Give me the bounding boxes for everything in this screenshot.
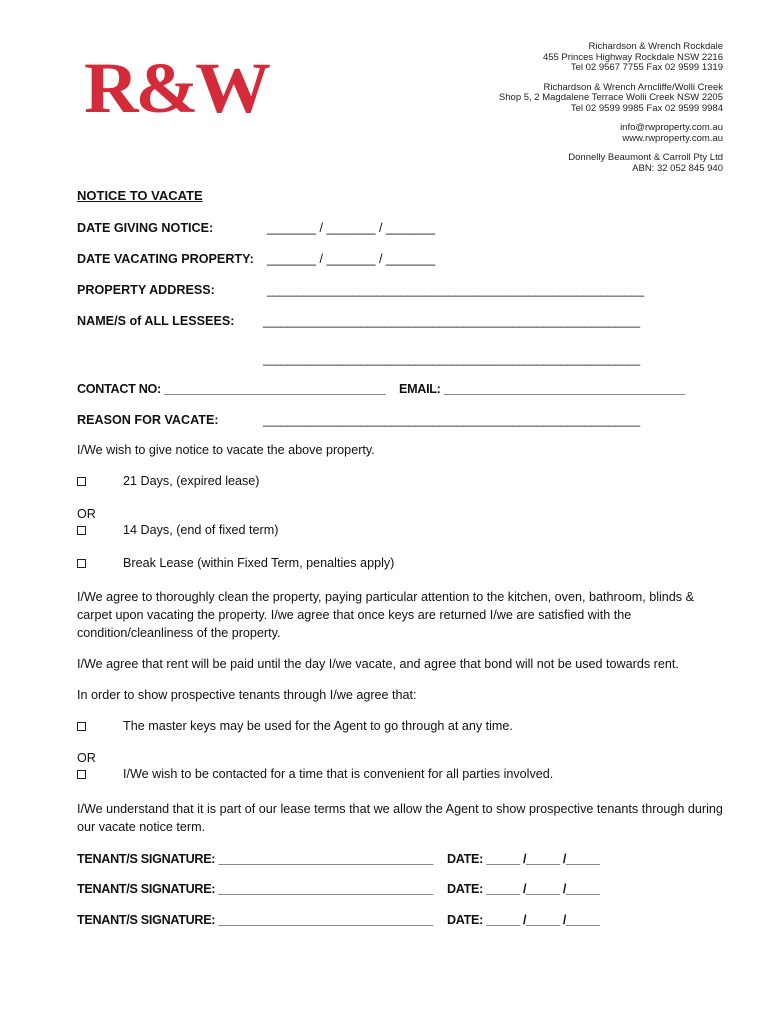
rent-statement: I/We agree that rent will be paid until the day I/we vacate, and agree that bond will not be used towards rent. bbox=[77, 657, 679, 671]
address-line: Tel 02 9599 9985 Fax 02 9599 9984 bbox=[570, 102, 723, 114]
checkbox-break-lease[interactable] bbox=[77, 556, 86, 570]
lessees-field[interactable]: ______________________________________________________________ bbox=[263, 352, 640, 366]
tenant-signature-field[interactable]: TENANT/S SIGNATURE: ________________________________ bbox=[77, 882, 433, 896]
tenant-signature-field[interactable]: TENANT/S SIGNATURE: ________________________________ bbox=[77, 852, 433, 866]
option-14-days-label: 14 Days, (end of fixed term) bbox=[123, 523, 279, 537]
lease-terms-statement: I/We understand that it is part of our lease terms that we allow the Agent to show prospective tenants through during our vacate notice term. bbox=[77, 802, 723, 834]
website-address: www.rwproperty.com.au bbox=[622, 132, 723, 144]
company-logo: R&W bbox=[84, 48, 268, 128]
address-line: Tel 02 9567 7755 Fax 02 9599 1319 bbox=[570, 62, 723, 73]
date-vacating-label: DATE VACATING PROPERTY: bbox=[77, 252, 254, 266]
lessees-label: NAME/S of ALL LESSEES: bbox=[77, 314, 235, 328]
address-line: 455 Princes Highway Rockdale NSW 2216 bbox=[542, 51, 723, 63]
option-master-keys-label: The master keys may be used for the Agent to go through at any time. bbox=[123, 719, 513, 733]
date-giving-notice-label: DATE GIVING NOTICE: bbox=[77, 221, 214, 235]
checkbox-21-days[interactable] bbox=[77, 474, 86, 488]
or-text: OR bbox=[77, 507, 96, 521]
signature-date-field[interactable]: DATE: _____ /_____ /_____ bbox=[447, 852, 600, 866]
address-line: Shop 5, 2 Magdalene Terrace Wolli Creek NSW 2205 bbox=[498, 92, 723, 103]
company-name: Donnelly Beaumont & Carroll Pty Ltd bbox=[568, 152, 723, 163]
tenant-signature-field[interactable]: TENANT/S SIGNATURE: ________________________________ bbox=[77, 913, 433, 927]
address-line: Richardson & Wrench Arncliffe/Wolli Creek bbox=[543, 81, 723, 93]
reason-field[interactable]: ______________________________________________________________ bbox=[263, 413, 640, 427]
signature-date-field[interactable]: DATE: _____ /_____ /_____ bbox=[447, 882, 600, 896]
company-abn: ABN: 32 052 845 940 bbox=[632, 162, 723, 174]
email-field[interactable]: EMAIL: ____________________________________ bbox=[399, 382, 686, 396]
contact-number-field[interactable]: CONTACT NO: _________________________________ bbox=[77, 382, 386, 396]
or-text: OR bbox=[77, 751, 96, 765]
checkbox-14-days[interactable] bbox=[77, 523, 86, 537]
cleaning-statement: I/We agree to thoroughly clean the property, paying particular attention to the kitchen, oven, bathroom, blinds & carpet upon vacating the property. I/we agree that once keys are returned I/we are satisfied with the condition/cleanliness of the property. bbox=[77, 590, 694, 640]
office-address-block bbox=[393, 42, 723, 174]
notice-statement: I/We wish to give notice to vacate the above property. bbox=[77, 443, 375, 457]
date-vacating-field[interactable]: _______ / _______ / _______ bbox=[267, 252, 436, 266]
checkbox-contact-me[interactable] bbox=[77, 767, 86, 781]
reason-label: REASON FOR VACATE: bbox=[77, 413, 219, 427]
option-21-days-label: 21 Days, (expired lease) bbox=[123, 474, 260, 488]
property-address-field[interactable]: ______________________________________________________________ bbox=[267, 283, 644, 297]
form-title: NOTICE TO VACATE bbox=[77, 188, 203, 203]
option-contact-me-label: I/We wish to be contacted for a time that is convenient for all parties involved. bbox=[123, 767, 554, 781]
show-tenants-intro: In order to show prospective tenants through I/we agree that: bbox=[77, 688, 417, 702]
signature-date-field[interactable]: DATE: _____ /_____ /_____ bbox=[447, 913, 600, 927]
email-address: info@rwproperty.com.au bbox=[620, 122, 723, 133]
checkbox-master-keys[interactable] bbox=[77, 719, 86, 733]
option-break-lease-label: Break Lease (within Fixed Term, penalties apply) bbox=[123, 556, 395, 570]
address-line: Richardson & Wrench Rockdale bbox=[588, 41, 723, 52]
property-address-label: PROPERTY ADDRESS: bbox=[77, 283, 215, 297]
lessees-field[interactable]: ______________________________________________________________ bbox=[263, 314, 640, 328]
date-giving-notice-field[interactable]: _______ / _______ / _______ bbox=[267, 221, 436, 235]
